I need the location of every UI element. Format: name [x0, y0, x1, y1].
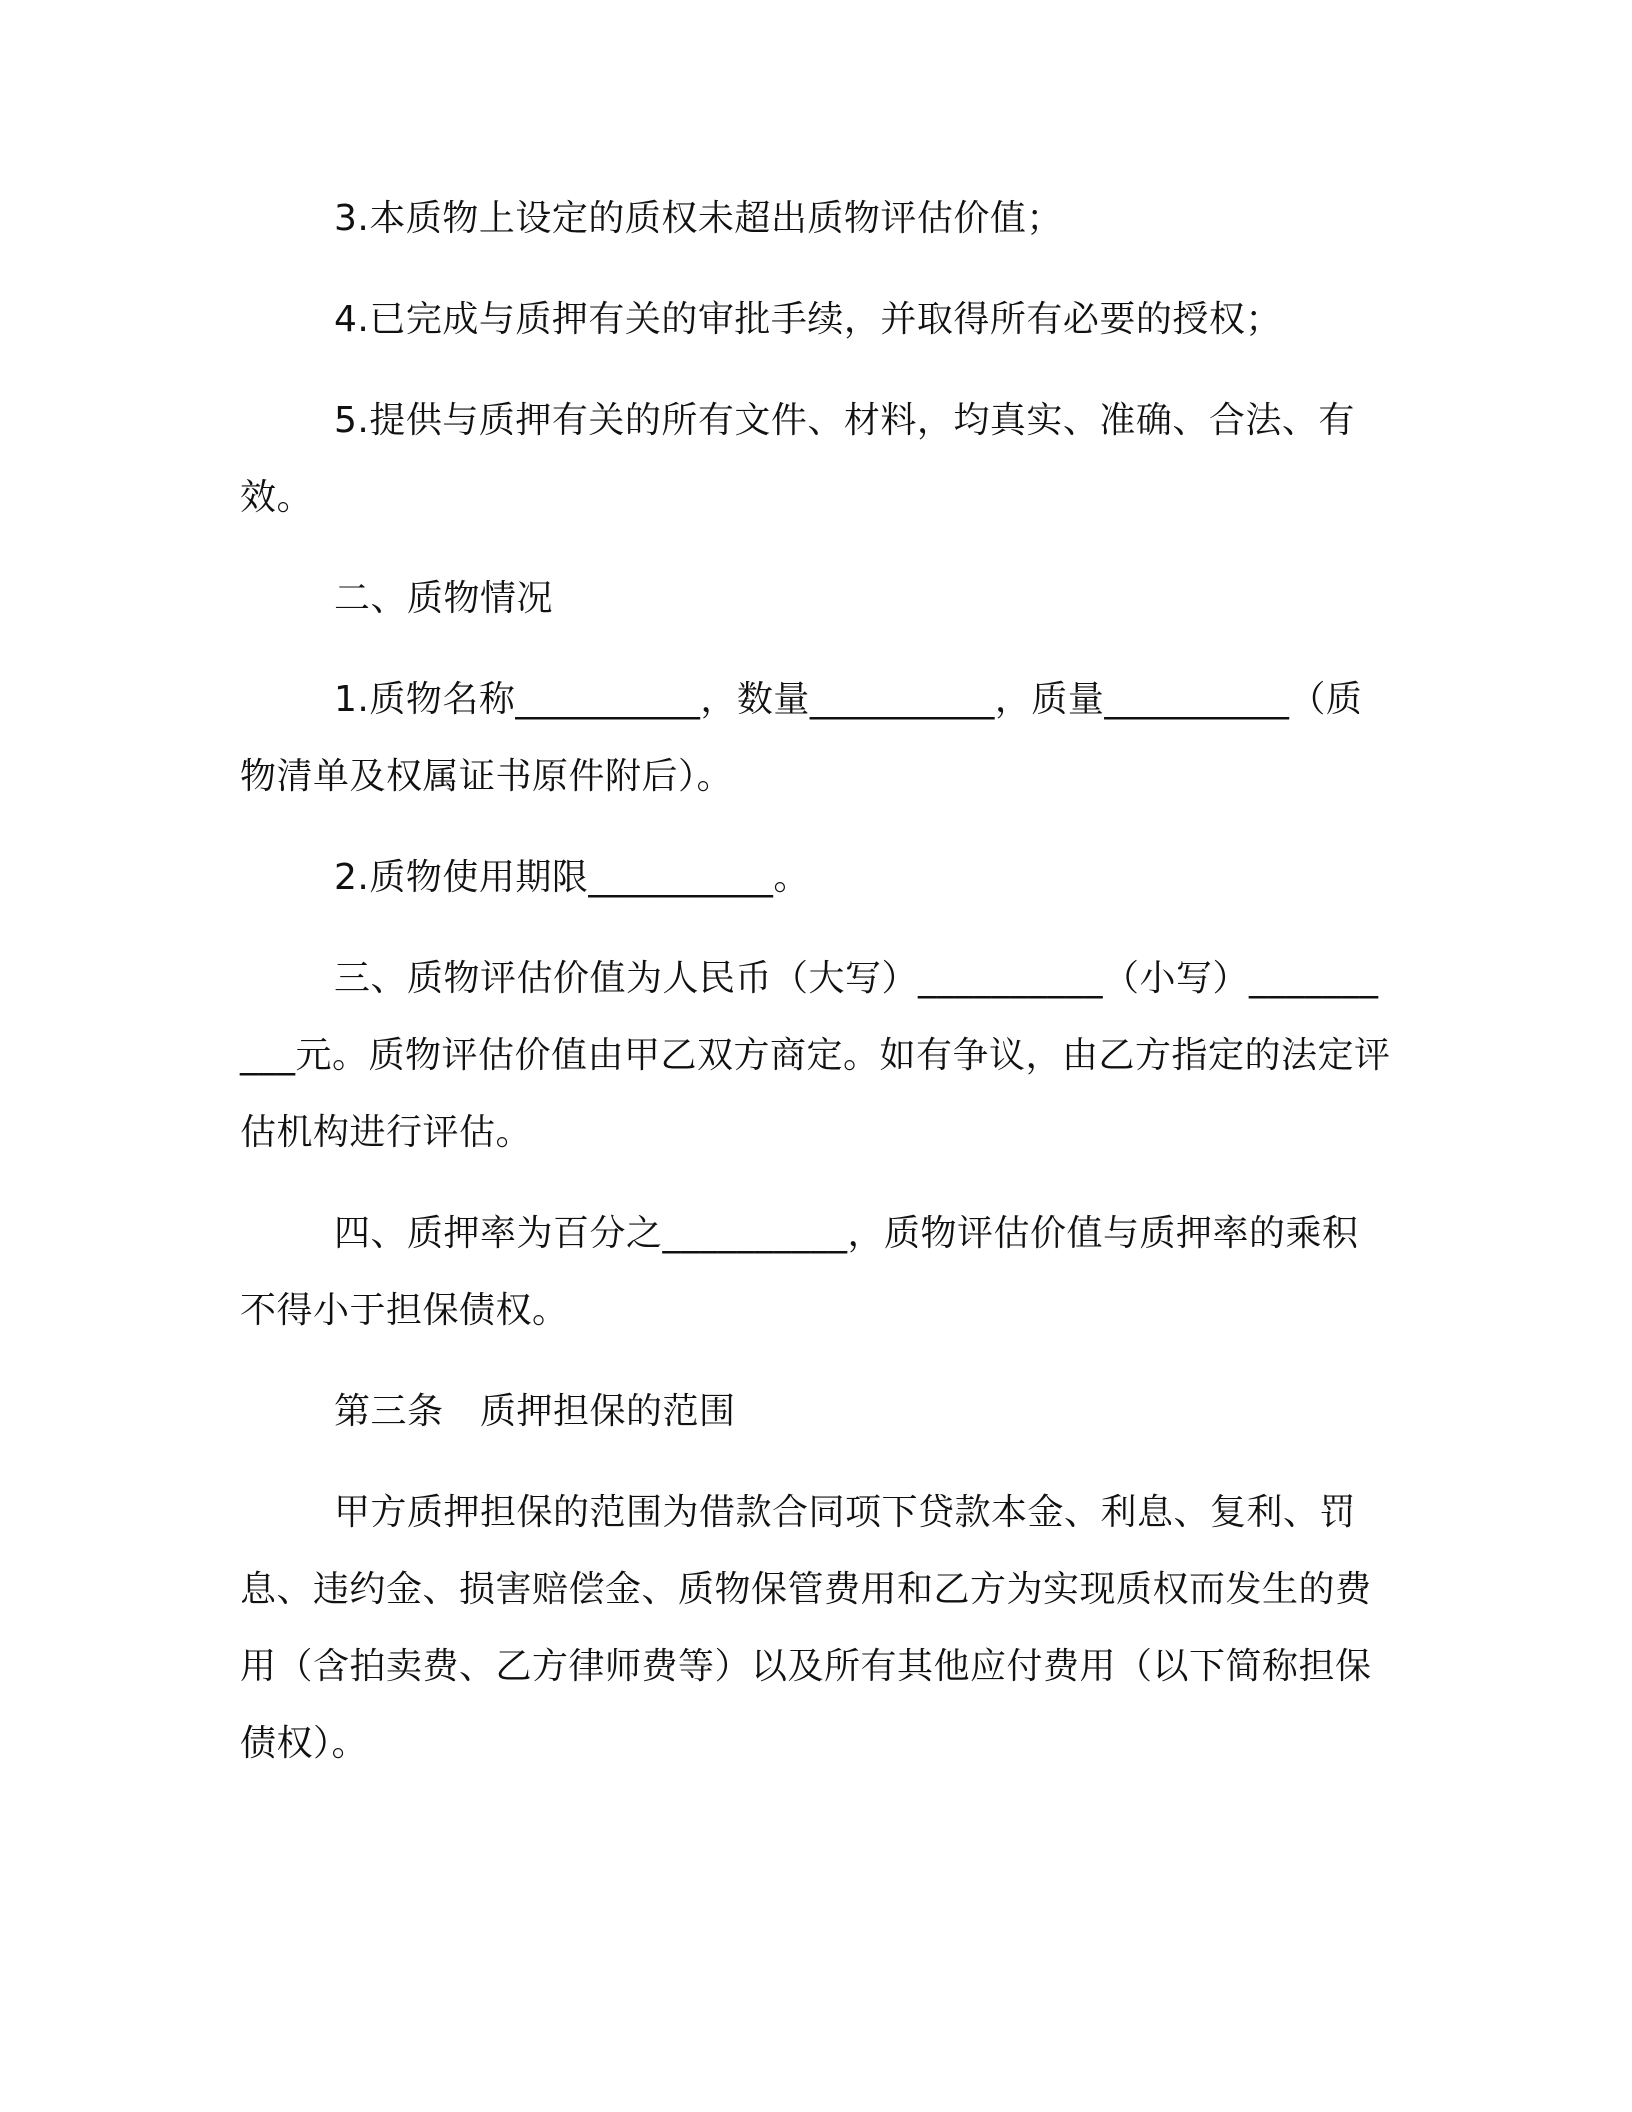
clause-item-5: 5.提供与质押有关的所有文件、材料，均真实、准确、合法、有效。: [240, 400, 1355, 518]
scope-paragraph: 甲方质押担保的范围为借款合同项下贷款本金、利息、复利、罚息、违约金、损害赔偿金、质物保管费用和乙方为实现质权而发生的费用（含拍卖费、乙方律师费等）以及所有其他应付费用（以下简称担保债权）。: [240, 1492, 1372, 1764]
document-body: [240, 180, 1392, 1806]
article-heading-scope: 第三条 质押担保的范围: [334, 1391, 736, 1432]
clause-item-4: 4.已完成与质押有关的审批手续，并取得所有必要的授权；: [334, 299, 1282, 340]
clause-item-3: 3.本质物上设定的质权未超出质物评估价值；: [334, 198, 1063, 239]
pledge-rate: 四、质押率为百分之__________，质物评估价值与质押率的乘积不得小于担保债权。: [240, 1213, 1359, 1331]
section-heading-pledge-status: 二、质物情况: [334, 578, 554, 619]
pledge-name-quantity-quality: 1.质物名称__________，数量__________，质量__________（质物清单及权属证书原件附后）。: [240, 679, 1363, 797]
pledge-valuation: 三、质物评估价值为人民币（大写）__________（小写）__________元。质物评估价值由甲乙双方商定。如有争议，由乙方指定的法定评估机构进行评估。: [240, 958, 1391, 1153]
pledge-usage-period: 2.质物使用期限__________。: [334, 857, 810, 898]
